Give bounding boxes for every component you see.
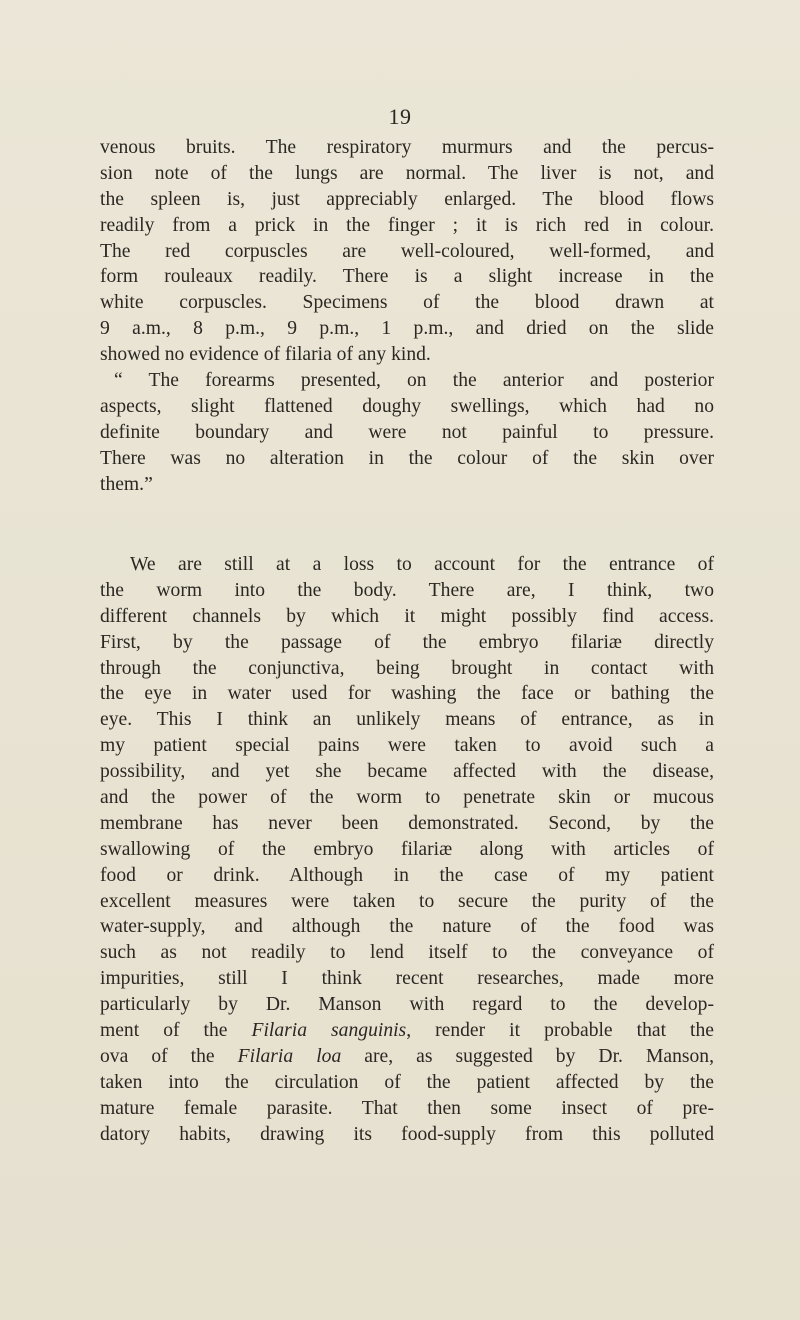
text-line: and the power of the worm to penetrate skin or mucous (100, 787, 714, 809)
text-line: 9 a.m., 8 p.m., 9 p.m., 1 p.m., and dried on the slide (100, 318, 714, 340)
text-line: excellent measures were taken to secure the purity of the (100, 890, 714, 912)
text-line: them.” (100, 473, 153, 495)
text-line: form rouleaux readily. There is a slight increase in the (100, 266, 714, 288)
text-line-with-italic (100, 1018, 714, 1044)
text-line: membrane has never been demonstrated. Second, by the (100, 812, 714, 834)
text-line: the eye in water used for washing the face or bathing the (100, 683, 714, 705)
text-line: particularly by Dr. Manson with regard to the develop- (100, 994, 714, 1016)
text-line: food or drink. Although in the case of my patient (100, 864, 714, 886)
text-line: venous bruits. The respiratory murmurs and the percus- (100, 137, 714, 158)
text-line: definite boundary and were not painful to pressure. (100, 421, 714, 443)
text-line: water-supply, and although the nature of the food was (100, 916, 714, 938)
species-name: Filaria loa (237, 1045, 342, 1067)
text-line: readily from a prick in the finger ; it is rich red in colour. (100, 214, 714, 236)
text-run: , render it probable that the (406, 1020, 714, 1042)
quoted-case-notes (100, 135, 714, 497)
text-line: the spleen is, just appreciably enlarged. The blood flows (100, 188, 714, 210)
text-line: First, by the passage of the embryo filariæ directly (100, 631, 714, 653)
text-line: The red corpuscles are well-coloured, well-formed, and (100, 240, 714, 262)
text-line: possibility, and yet she became affected with the disease, (100, 761, 714, 783)
text-line: “ The forearms presented, on the anterior and posterior (114, 370, 714, 392)
text-line: eye. This I think an unlikely means of entrance, as in (100, 709, 714, 731)
text-line-with-italic (100, 1044, 714, 1070)
text-run: are, as suggested by Dr. Manson, (341, 1045, 714, 1067)
text-line: aspects, slight flattened doughy swellings, which had no (100, 395, 714, 417)
text-line: my patient special pains were taken to avoid such a (100, 735, 714, 757)
text-line: taken into the circulation of the patient affected by the (100, 1071, 714, 1093)
text-line: mature female parasite. That then some insect of pre- (100, 1097, 714, 1119)
text-line: We are still at a loss to account for the entrance of (130, 554, 714, 575)
text-line: There was no alteration in the colour of the skin over (100, 447, 714, 469)
text-line: datory habits, drawing its food-supply from this polluted (100, 1123, 714, 1145)
text-line: swallowing of the embryo filariæ along with articles of (100, 838, 714, 860)
text-line: sion note of the lungs are normal. The liver is not, and (100, 162, 714, 184)
discussion-paragraph (100, 552, 714, 1147)
text-line: white corpuscles. Specimens of the blood drawn at (100, 292, 714, 314)
text-line: impurities, still I think recent researches, made more (100, 968, 714, 990)
text-line: showed no evidence of filaria of any kind. (100, 344, 431, 366)
text-line: the worm into the body. There are, I think, two (100, 579, 714, 601)
text-run: ova of the (100, 1045, 238, 1067)
text-line: such as not readily to lend itself to the conveyance of (100, 942, 714, 964)
species-name: Filaria sanguinis (251, 1020, 407, 1042)
text-line: through the conjunctiva, being brought in contact with (100, 657, 714, 679)
text-run: ment of the (100, 1020, 252, 1042)
text-line: different channels by which it might possibly find access. (100, 605, 714, 627)
page-number: 19 (388, 104, 412, 129)
